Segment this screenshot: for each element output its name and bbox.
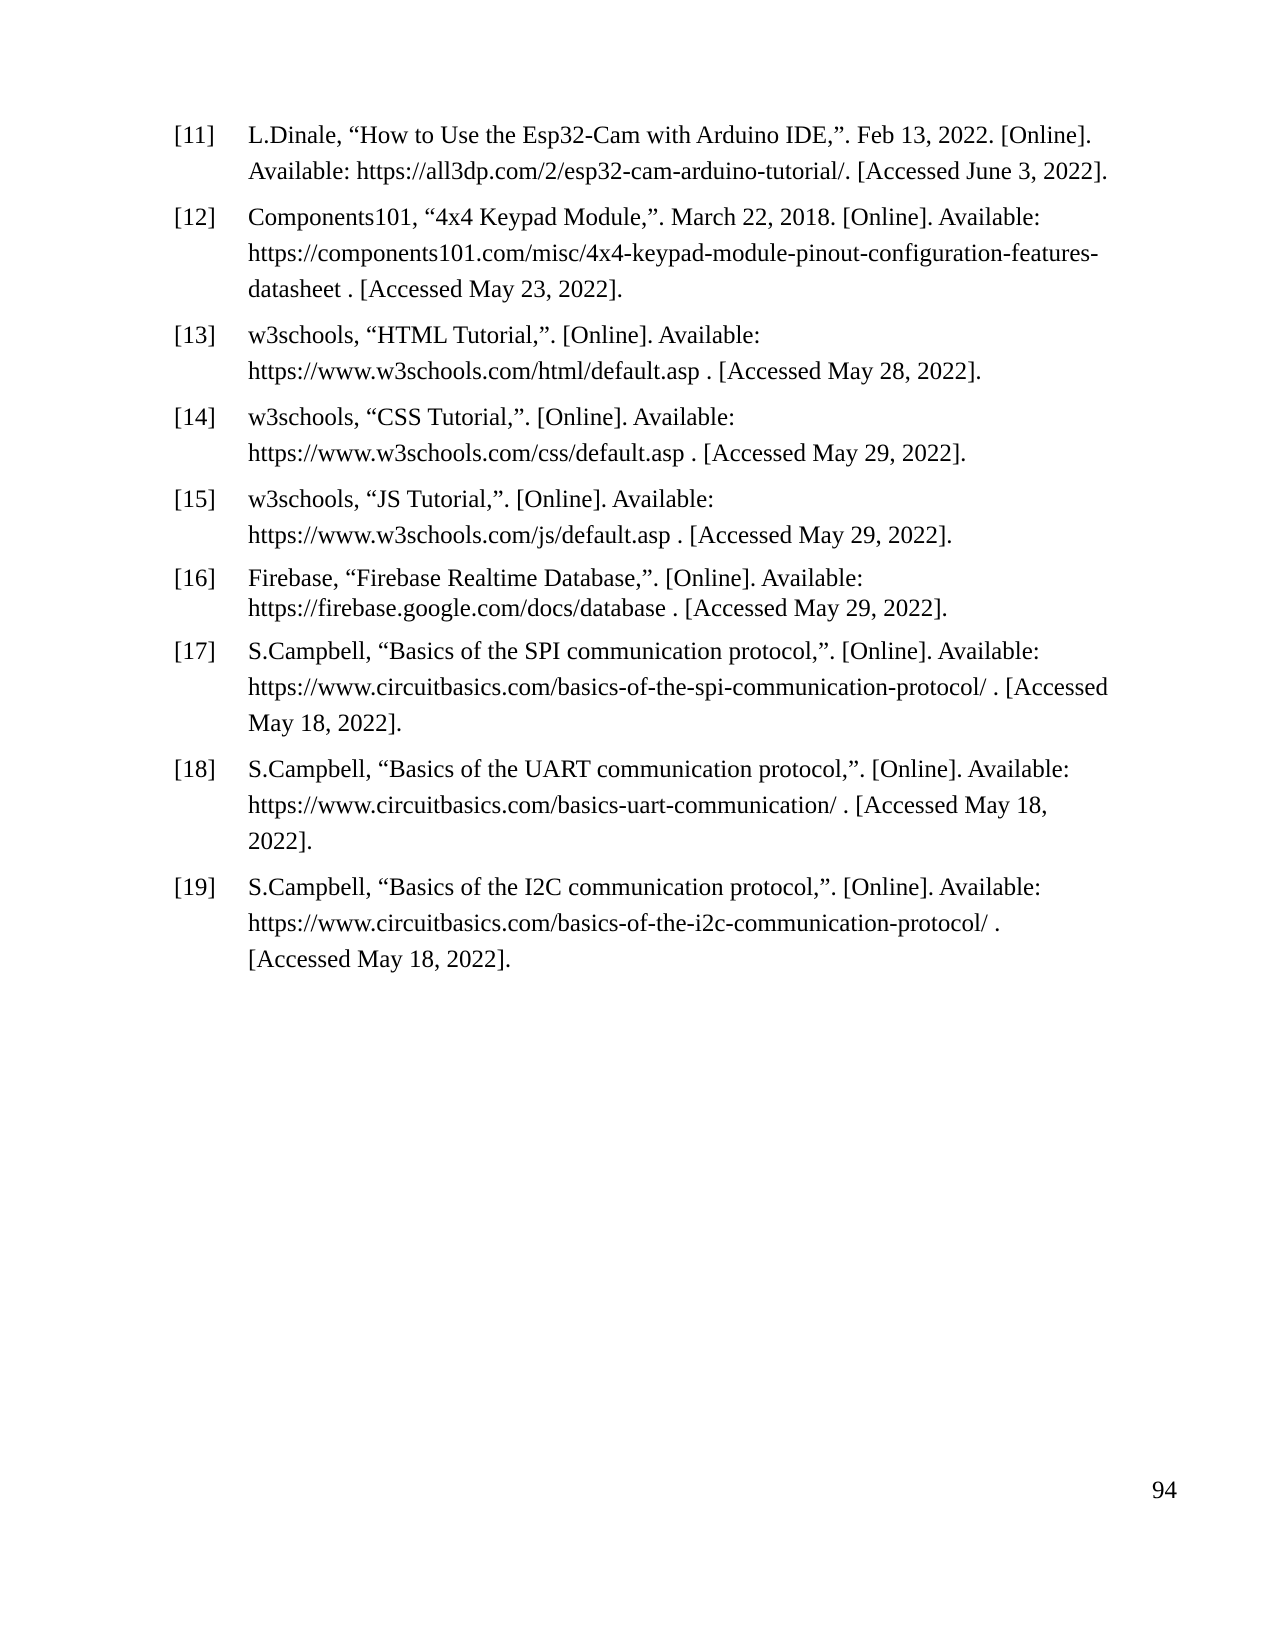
reference-line: https://firebase.google.com/docs/database . [Accessed May 29, 2022]. (248, 595, 948, 622)
reference-text (248, 118, 1184, 190)
reference-item (174, 752, 1184, 860)
reference-number: [13] (174, 322, 216, 349)
reference-line: [Accessed May 18, 2022]. (248, 946, 512, 973)
reference-line: https://www.w3schools.com/js/default.asp . [Accessed May 29, 2022]. (248, 522, 953, 549)
reference-item (174, 564, 1184, 624)
reference-line: https://components101.com/misc/4x4-keypad-module-pinout-configuration-features- (248, 240, 1099, 267)
reference-item (174, 870, 1184, 978)
reference-line: S.Campbell, “Basics of the UART communication protocol,”. [Online]. Available: (248, 756, 1070, 783)
reference-line: L.Dinale, “How to Use the Esp32-Cam with Arduino IDE,”. Feb 13, 2022. [Online]. (248, 122, 1092, 149)
reference-item (174, 118, 1184, 190)
reference-list (174, 118, 1184, 988)
reference-item (174, 200, 1184, 308)
reference-number: [17] (174, 638, 216, 665)
reference-text (248, 752, 1184, 860)
reference-line: w3schools, “HTML Tutorial,”. [Online]. Available: (248, 322, 761, 349)
reference-number: [15] (174, 486, 216, 513)
reference-number: [12] (174, 204, 216, 231)
reference-line: w3schools, “JS Tutorial,”. [Online]. Available: (248, 486, 715, 513)
reference-number: [18] (174, 756, 216, 783)
reference-text (248, 318, 1184, 390)
reference-number: [19] (174, 874, 216, 901)
reference-item (174, 318, 1184, 390)
reference-text (248, 634, 1184, 742)
reference-text (248, 400, 1184, 472)
reference-item (174, 400, 1184, 472)
reference-number: [16] (174, 565, 216, 592)
reference-line: S.Campbell, “Basics of the SPI communication protocol,”. [Online]. Available: (248, 638, 1040, 665)
reference-line: Available: https://all3dp.com/2/esp32-cam-arduino-tutorial/. [Accessed June 3, 2022]. (248, 158, 1108, 185)
reference-line: https://www.w3schools.com/html/default.asp . [Accessed May 28, 2022]. (248, 358, 982, 385)
reference-line: https://www.circuitbasics.com/basics-of-the-spi-communication-protocol/ . [Accessed (248, 674, 1108, 701)
reference-text (248, 482, 1184, 554)
page-number: 94 (1152, 1477, 1177, 1504)
reference-text (248, 200, 1184, 308)
reference-text (248, 564, 1184, 624)
reference-text (248, 870, 1184, 978)
reference-line: https://www.circuitbasics.com/basics-of-the-i2c-communication-protocol/ . (248, 910, 1001, 937)
reference-line: Components101, “4x4 Keypad Module,”. March 22, 2018. [Online]. Available: (248, 204, 1041, 231)
reference-item (174, 482, 1184, 554)
reference-line: Firebase, “Firebase Realtime Database,”. [Online]. Available: (248, 565, 864, 592)
reference-line: S.Campbell, “Basics of the I2C communication protocol,”. [Online]. Available: (248, 874, 1042, 901)
reference-line: datasheet . [Accessed May 23, 2022]. (248, 276, 623, 303)
reference-line: https://www.circuitbasics.com/basics-uart-communication/ . [Accessed May 18, (248, 792, 1048, 819)
reference-item (174, 634, 1184, 742)
reference-line: May 18, 2022]. (248, 710, 403, 737)
reference-number: [14] (174, 404, 216, 431)
reference-line: https://www.w3schools.com/css/default.asp . [Accessed May 29, 2022]. (248, 440, 967, 467)
reference-line: w3schools, “CSS Tutorial,”. [Online]. Available: (248, 404, 736, 431)
reference-line: 2022]. (248, 828, 313, 855)
reference-number: [11] (174, 122, 215, 149)
